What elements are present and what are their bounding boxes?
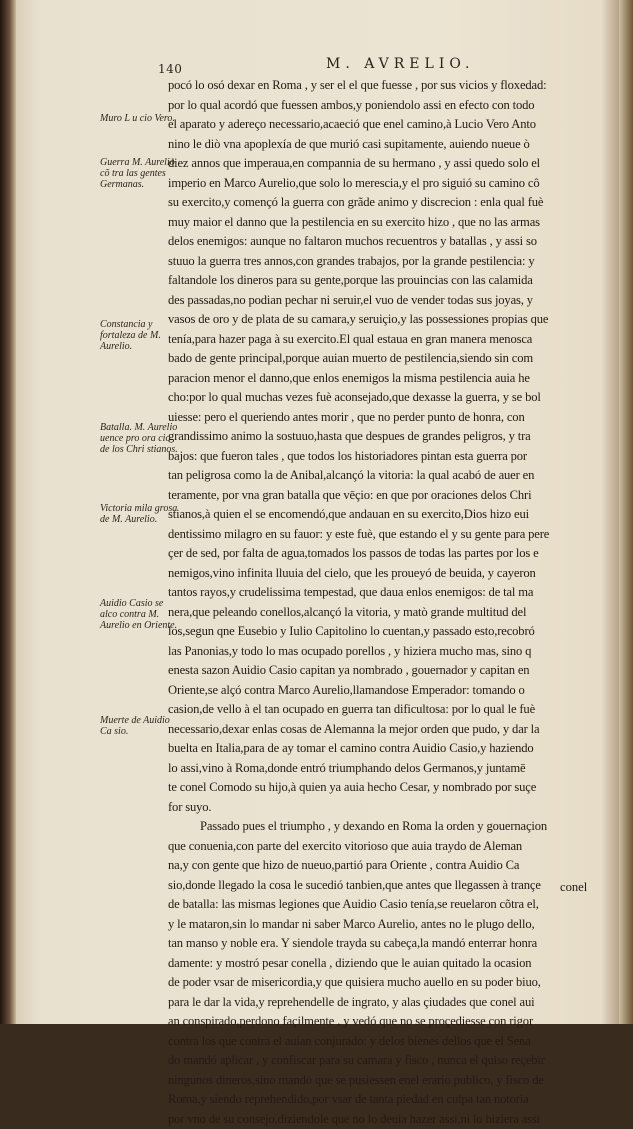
text-line: enesta sazon Auidio Casio capitan ya nombrado , gouernador y capitan en — [168, 661, 600, 681]
text-line: delos enemigos: aunque no faltaron muchos recuentros y batallas , y assi so — [168, 232, 600, 252]
text-line: na,y con gente que hizo de nueuo,partió para Oriente , contra Auidio Ca — [168, 856, 600, 876]
margin-note-victoria: Victoria mila grosa de M. Aurelio. — [100, 503, 178, 525]
text-line: y le mataron,sin lo mandar ni saber Marco Aurelio, antes no le plugo dello, — [168, 915, 600, 935]
folio-number: 140 — [158, 62, 182, 76]
text-line: que conuenia,con parte del exercito vitorioso que auia traydo de Aleman — [168, 837, 600, 857]
text-line: grandissimo animo la sostuuo,hasta que despues de grandes peligros, y tra — [168, 427, 600, 447]
text-line: for suyo. — [168, 798, 600, 818]
text-line: do mandó aplicar , y confiscar para su camara y fisco , nunca el quiso reçebir — [168, 1051, 600, 1071]
text-line: el aparato y adereço necessario,acaeció que enel camino,à Lucio Vero Anto — [168, 115, 600, 135]
text-line: diez annos que imperaua,en compannia de su hermano , y assi quedo solo el — [168, 154, 600, 174]
margin-note-auidio-casio: Auidio Casio se alco contra M. Aurelio en Oriente. — [100, 598, 178, 631]
margin-note-muerte: Muerte de Auidio Ca sio. — [100, 715, 178, 737]
text-line: nino le diò vna apoplexía de que murió casi supitamente, auiendo nueue ò — [168, 135, 600, 155]
running-head: M. AVRELIO. — [326, 56, 474, 72]
paragraph-start-line: Passado pues el triumpho , y dexando en Roma la orden y gouernaçion — [168, 817, 600, 837]
text-line: las Panonias,y todo lo mas ocupado porellos , y hiziera mucho mas, sino q — [168, 642, 600, 662]
text-line: Oriente,se alçó contra Marco Aurelio,llamandose Emperador: tomando o — [168, 681, 600, 701]
text-line: bajos: que fueron tales , que todos los historiadores pintan esta guerra por — [168, 447, 600, 467]
text-line: teramente, por vna gran batalla que vēçio: en que por oraciones delos Chri — [168, 486, 600, 506]
margin-note-muro-lucio-vero: Muro L u cio Vero. — [100, 113, 178, 124]
text-line: Roma,y siendo reprehendido,por vsar de tanta piedad en culpa tan notoria — [168, 1090, 600, 1110]
text-line: des passadas,no podian pechar ni seruir,el vuo de vender todas sus joyas, y — [168, 291, 600, 311]
text-line: çer de sed, por falta de agua,tomados los passos de todas las partes por los e — [168, 544, 600, 564]
text-line: vasos de oro y de plata de su camara,y seruiçio,y las possessiones propias que — [168, 310, 600, 330]
margin-note-guerra: Guerra M. Aurelio cõ tra las gentes Germanas. — [100, 157, 178, 190]
text-line: uiesse: pero el queriendo antes morir , que no perder punto de honra, con — [168, 408, 600, 428]
book-gutter — [0, 0, 16, 1024]
text-line: para le dar la vida,y reprehendelle de ingrato, y alas çiudades que conel aui — [168, 993, 600, 1013]
text-line: muy maior el danno que la pestilencia en su exercito hizo , que no las armas — [168, 213, 600, 233]
text-line: casion,de vello à el tan ocupado en guerra tan dificultosa: por lo qual le fuè — [168, 700, 600, 720]
text-line: an conspirado,perdono façilmente , y vedó que no se proçediesse con rigor — [168, 1012, 600, 1032]
text-line: pocó lo osó dexar en Roma , y ser el el que fuesse , por sus vicios y floxedad: — [168, 76, 600, 96]
body-text — [168, 76, 600, 1129]
text-line: lo assi,vino à Roma,donde entró triumphando delos Germanos,y juntamē — [168, 759, 600, 779]
text-line: sio,donde llegado la cosa le sucedió tanbien,que antes que llegassen à trançe — [168, 876, 600, 896]
text-line: tantos rayos,y crudelissima tempestad, que daua enlos enemigos: de tal ma — [168, 583, 600, 603]
text-line: buelta en Italia,para de ay tomar el camino contra Auidio Casio,y haziendo — [168, 739, 600, 759]
text-line: tenía,para hazer paga à su exercito.El qual estaua en gran manera menosca — [168, 330, 600, 350]
text-line: paracion menor el danno,que enlos enemigos la misma pestilencia auia he — [168, 369, 600, 389]
text-line: dentissimo milagro en su fauor: y este fuè, que estando el y su gente para pere — [168, 525, 600, 545]
text-line: por lo qual acordó que fuessen ambos,y poniendolo assi en efecto con todo — [168, 96, 600, 116]
text-line: de poder vsar de misericordia,y que quisiera mucho auello en su poder biuo, — [168, 973, 600, 993]
text-line: bado de gente principal,porque auian muerto de pestilencia,siendo sin com — [168, 349, 600, 369]
text-line: faltandole los dineros para su gente,porque las prouincias con las calamida — [168, 271, 600, 291]
text-line: los,segun qne Eusebio y Iulio Capitolino lo cuentan,y passado esto,recobró — [168, 622, 600, 642]
page-header — [158, 56, 608, 74]
margin-note-constancia: Constancia y fortaleza de M. Aurelio. — [100, 319, 178, 352]
text-line: tan peligrosa como la de Anibal,alcançó la vitoria: la qual acabó de auer en — [168, 466, 600, 486]
page-edge — [619, 0, 633, 1024]
margin-note-batalla: Batalla. M. Aurelio uence pro ora cio de los Chri stianos. — [100, 422, 178, 455]
text-line: cho:por lo qual muchas vezes fuè aconsejado,que dexasse la guerra, y se bol — [168, 388, 600, 408]
text-line: nera,que peleando conellos,alcançó la vitoria, y matò grande multitud del — [168, 603, 600, 623]
text-line: tan manso y noble era. Y siendole trayda su cabeça,la mandó enterrar honra — [168, 934, 600, 954]
text-line: de batalla: las mismas legiones que Auidio Casio tenía,se reuelaron cõtra el, — [168, 895, 600, 915]
text-line: contra los que contra el auian conjurado: y delos bienes dellos que el Sena — [168, 1032, 600, 1052]
text-line: necessario,dexar enlas cosas de Alemanna la mejor orden que pudo, y dar la — [168, 720, 600, 740]
catchword: conel — [560, 880, 587, 895]
text-line: ningunos dineros,sino mandò que se pusiessen enel erario publico, y fisco de — [168, 1071, 600, 1091]
text-line: stuuo la guerra tres annos,con grandes trabajos, por la grande pestilencia: y — [168, 252, 600, 272]
text-line: stianos,à quien el se encomendó,que andauan en su exercito,Dios hizo eui — [168, 505, 600, 525]
text-line: por vno de su consejo,diziendole que no lo deuia hazer assi,ni lo hiziera assi — [168, 1110, 600, 1129]
text-line: damente: y mostró pesar conella , diziendo que le auian quitado la ocasion — [168, 954, 600, 974]
text-line: imperio en Marco Aurelio,que solo lo merescia,y el pro siguió su camino cô — [168, 174, 600, 194]
text-line: te conel Comodo su hijo,à quien ya auia hecho Cesar, y nombrado por suçe — [168, 778, 600, 798]
text-line: su exercito,y començó la guerra con grãde animo y discrecion : enla qual fuè — [168, 193, 600, 213]
text-line: nemigos,vino infinita lluuia del cielo, que les proueyó de beuida, y cayeron — [168, 564, 600, 584]
